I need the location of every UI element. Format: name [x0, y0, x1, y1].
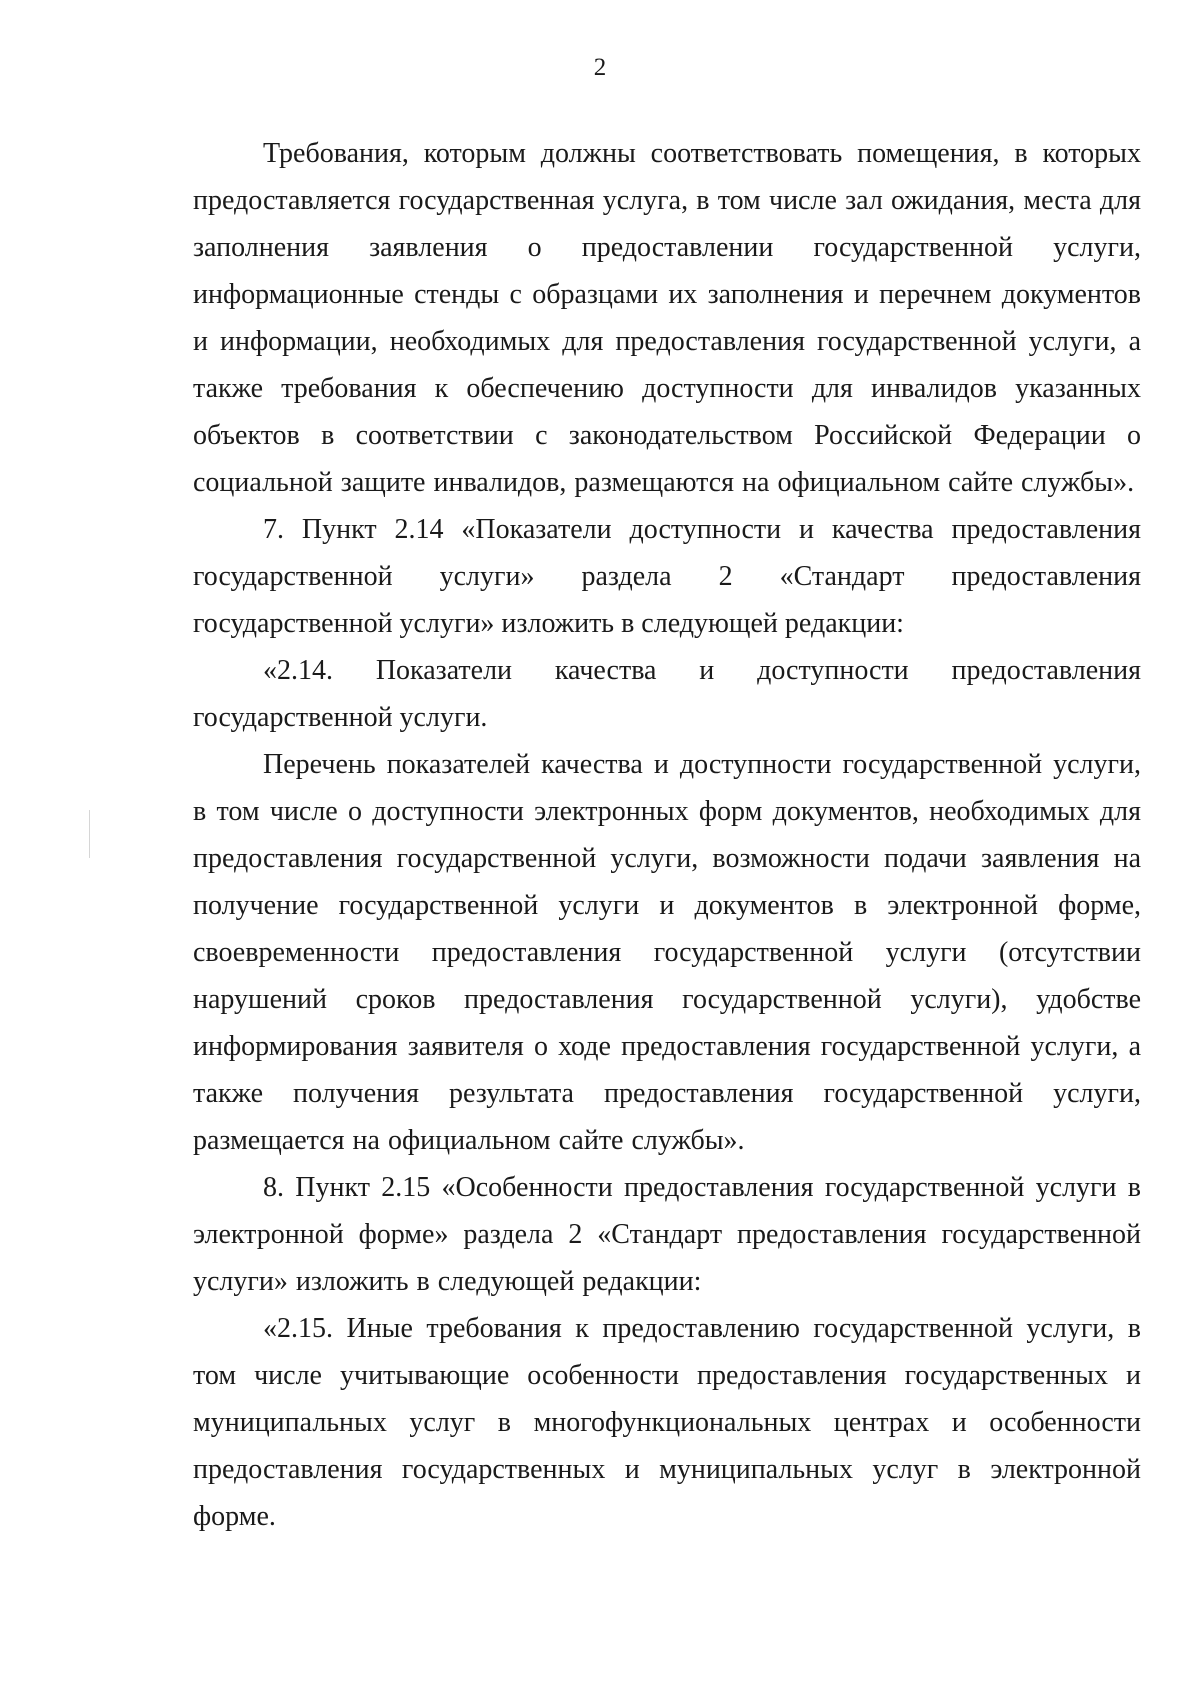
paragraph-premises-requirements: Требования, которым должны соответствовать помещения, в которых предоставляется государственная услуга, в том числе зал ожидания, места для заполнения заявления о предоставлении государственной услуги, информационные стенды с образцами их заполнения и перечнем документов и информации, необходимых для предоставления государственной услуги, а также требования к обеспечению доступности для инвалидов указанных объектов в соответствии с законодательством Российской Федерации о социальной защите инвалидов, размещаются на официальном сайте службы». [193, 138, 1141, 498]
paragraph-indicators-list: Перечень показателей качества и доступности государственной услуги, в том числе о доступности электронных форм документов, необходимых для предоставления государственной услуги, возможности подачи заявления на получение государственной услуги и документов в электронной форме, своевременности предоставления государственной услуги (отсутствии нарушений сроков предоставления государственной услуги), удобстве информирования заявителя о ходе предоставления государственной услуги, а также получения результата предоставления государственной услуги, размещается на официальном сайте службы». [193, 749, 1141, 1156]
document-body [193, 130, 1141, 1540]
paragraph-section-2-14-title: «2.14. Показатели качества и доступности предоставления государственной услуги. [193, 655, 1141, 733]
paragraph-item-8: 8. Пункт 2.15 «Особенности предоставления государственной услуги в электронной форме» раздела 2 «Стандарт предоставления государственной услуги» изложить в следующей редакции: [193, 1172, 1141, 1297]
page-number: 2 [593, 54, 607, 81]
paragraph-item-7: 7. Пункт 2.14 «Показатели доступности и качества предоставления государственной услуги» раздела 2 «Стандарт предоставления государственной услуги» изложить в следующей редакции: [193, 514, 1141, 639]
paragraph-section-2-15: «2.15. Иные требования к предоставлению государственной услуги, в том числе учитывающие особенности предоставления государственных и муниципальных услуг в многофункциональных центрах и особенности предоставления государственных и муниципальных услуг в электронной форме. [193, 1313, 1141, 1532]
scan-margin-mark [89, 810, 90, 858]
